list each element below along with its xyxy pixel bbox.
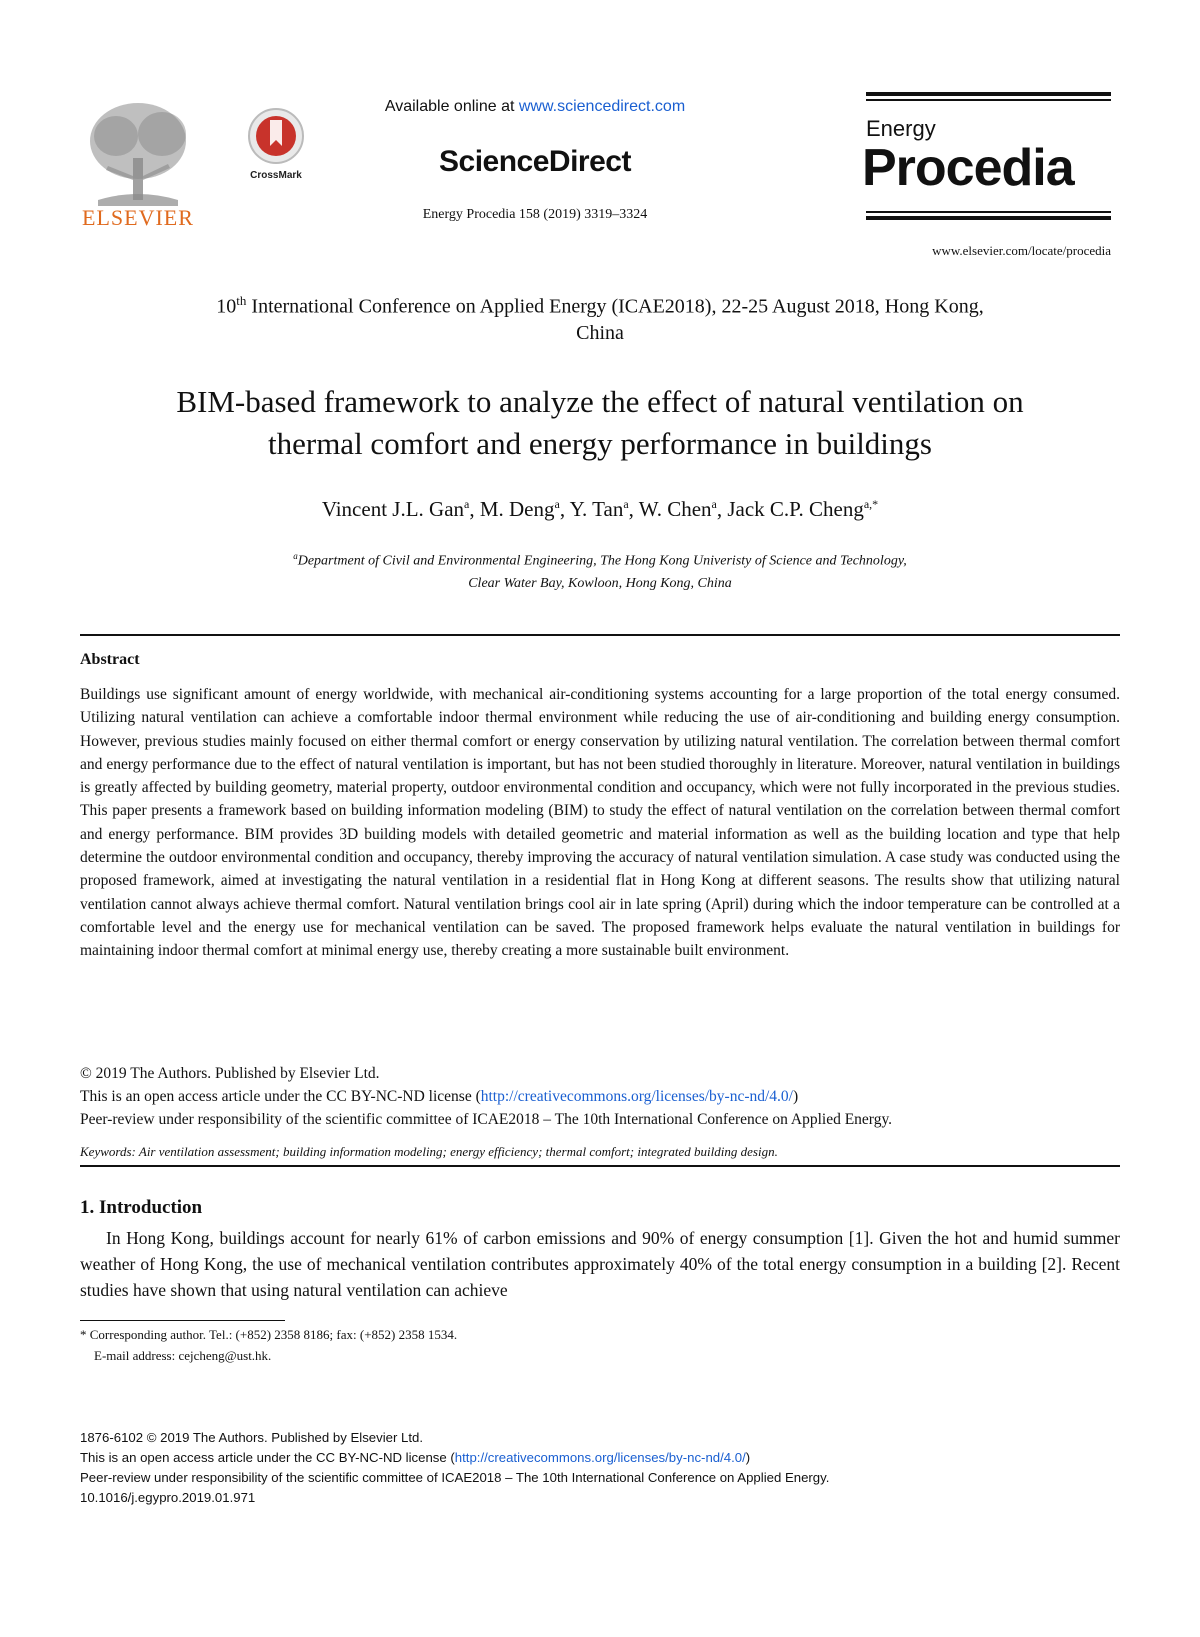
available-prefix: Available online at <box>384 98 519 115</box>
affiliation-line-2: Clear Water Bay, Kowloon, Hong Kong, China <box>468 575 732 591</box>
masthead-bottom-rule <box>866 216 1111 220</box>
corresponding-author-note: * Corresponding author. Tel.: (+852) 2358 8186; fax: (+852) 2358 1534. <box>80 1327 458 1342</box>
author-affiliation-mark: a,* <box>863 497 879 511</box>
copyright-line: © 2019 The Authors. Published by Elsevier Ltd. <box>80 1065 380 1082</box>
abstract-body: Buildings use significant amount of energy worldwide, with mechanical air-conditioning systems accounting for a large proportion of the total energy consumed. Utilizing natural ventilation can achieve a comfortable indoor thermal environment while reducing the use of air-conditioning and building energy consumption. However, previous studies mainly focused on either thermal comfort or energy conservation by utilizing natural ventilation. The correlation between thermal comfort and energy performance due to the effect of natural ventilation is important, but has not been studied thoroughly in literature. Moreover, natural ventilation in buildings is greatly affected by building geometry, material property, outdoor environmental condition and occupancy, which were not fully incorporated in the previous studies. This paper presents a framework based on building information modeling (BIM) to study the effect of natural ventilation on the correlation between thermal comfort and energy performance. BIM provides 3D building models with detailed geometric and material information as well as the building location and type that help determine the outdoor environmental condition and occupancy, thereby improving the accuracy of natural ventilation simulation. A case study was conducted using the proposed framework, aimed at investigating the natural ventilation in a residential flat in Hong Kong at different seasons. The results show that utilizing natural ventilation cannot always achieve thermal comfort. Natural ventilation brings cool air in late spring (April) during which the indoor temperature can be controlled at a comfortable level and the energy use for mechanical ventilation can be saved. The proposed framework helps evaluate the natural ventilation in buildings for maintaining indoor thermal comfort at minimal energy use, thereby creating a more sustainable built environment. <box>80 686 1120 960</box>
affiliation-line-1: Department of Civil and Environmental Engineering, The Hong Kong Univeristy of Science and Technology, <box>297 553 907 569</box>
keywords-label: Keywords: <box>80 1144 136 1159</box>
sciencedirect-link[interactable]: www.sciencedirect.com <box>518 98 686 115</box>
masthead-top-rule-thin <box>866 99 1111 101</box>
journal-name-procedia: Procedia <box>862 139 1074 197</box>
sciencedirect-wordmark: ScienceDirect <box>439 145 631 178</box>
license-line <box>80 1085 1140 1108</box>
abstract-top-rule <box>80 634 1120 636</box>
title-line-1: BIM-based framework to analyze the effect of natural ventilation on <box>176 384 1024 419</box>
footer-issn: 1876-6102 © 2019 The Authors. Published by Elsevier Ltd. <box>80 1430 424 1445</box>
conference-line <box>80 288 1120 346</box>
footnote <box>80 1324 457 1366</box>
footer-license <box>80 1448 1140 1468</box>
author-name: M. Deng <box>479 497 555 521</box>
author-affiliation-mark: a <box>554 497 560 511</box>
author-list: Vincent J.L. Gan$^a$, M. Deng$^a$, Y. Tan$^a$, W. Chen$^a$, Jack C.P. Cheng$^{a,*}$ <box>321 497 879 521</box>
copyright-block <box>80 1062 1140 1131</box>
abstract-heading: Abstract <box>80 651 140 668</box>
footer-license-suffix: ) <box>745 1450 751 1465</box>
conference-location-line2: China <box>576 321 624 344</box>
title-line-2: thermal comfort and energy performance in buildings <box>268 426 932 461</box>
license-suffix: ) <box>792 1088 799 1105</box>
keywords <box>80 1144 1120 1160</box>
masthead-bottom-rule-thin <box>866 211 1111 213</box>
footer-peer-review: Peer-review under responsibility of the scientific committee of ICAE2018 – The 10th International Conference on Applied Energy. <box>80 1470 830 1485</box>
email-note: E-mail address: cejcheng@ust.hk. <box>94 1348 272 1363</box>
available-online <box>330 98 740 116</box>
keywords-bottom-rule <box>80 1165 1120 1167</box>
crossmark-icon[interactable] <box>243 106 309 184</box>
author-affiliation-mark: a <box>464 497 470 511</box>
conference-ordinal: th <box>236 293 247 308</box>
footer-doi[interactable]: 10.1016/j.egypro.2019.01.971 <box>80 1490 256 1505</box>
article-title <box>80 381 1120 465</box>
masthead-top-rule <box>866 92 1111 96</box>
journal-name-energy: Energy <box>866 116 936 141</box>
author-name: Vincent J.L. Gan <box>321 497 465 521</box>
footnote-rule <box>80 1320 285 1321</box>
footer-license-prefix: This is an open access article under the CC BY-NC-ND license ( <box>80 1450 455 1465</box>
license-prefix: This is an open access article under the CC BY-NC-ND license ( <box>80 1088 481 1105</box>
conference-number: 10 <box>216 295 237 318</box>
journal-url[interactable]: www.elsevier.com/locate/procedia <box>932 243 1111 258</box>
affiliation <box>80 545 1120 595</box>
license-link[interactable]: http://creativecommons.org/licenses/by-nc-nd/4.0/ <box>480 1088 793 1105</box>
author-name: W. Chen <box>638 497 712 521</box>
crossmark-label: CrossMark <box>250 170 302 181</box>
elsevier-wordmark: ELSEVIER <box>82 205 194 230</box>
peer-review-line: Peer-review under responsibility of the scientific committee of ICAE2018 – The 10th International Conference on Applied Energy. <box>80 1111 893 1128</box>
author-affiliation-mark: a <box>711 497 717 511</box>
introduction-paragraph: In Hong Kong, buildings account for nearly 61% of carbon emissions and 90% of energy consumption [1]. Given the hot and humid summer weather of Hong Kong, the use of mechanical ventilation contributes approximately 40% of the total energy consumption in a building [2]. Recent studies have shown that using natural ventilation can achieve <box>80 1228 1120 1300</box>
author-name: Jack C.P. Cheng <box>727 497 864 521</box>
page-footer <box>80 1428 1140 1508</box>
journal-citation: Energy Procedia 158 (2019) 3319–3324 <box>422 207 648 222</box>
conference-text: International Conference on Applied Energy (ICAE2018), 22-25 August 2018, Hong Kong, <box>246 295 984 318</box>
author-name: Y. Tan <box>569 497 624 521</box>
affiliation-mark: a <box>293 551 298 561</box>
section-heading-introduction: 1. Introduction <box>80 1197 203 1218</box>
keywords-list: Air ventilation assessment; building information modeling; energy efficiency; thermal comfort; integrated building design. <box>138 1144 778 1159</box>
footer-license-link[interactable]: http://creativecommons.org/licenses/by-nc-nd/4.0/ <box>454 1450 746 1465</box>
author-affiliation-mark: a <box>623 497 629 511</box>
